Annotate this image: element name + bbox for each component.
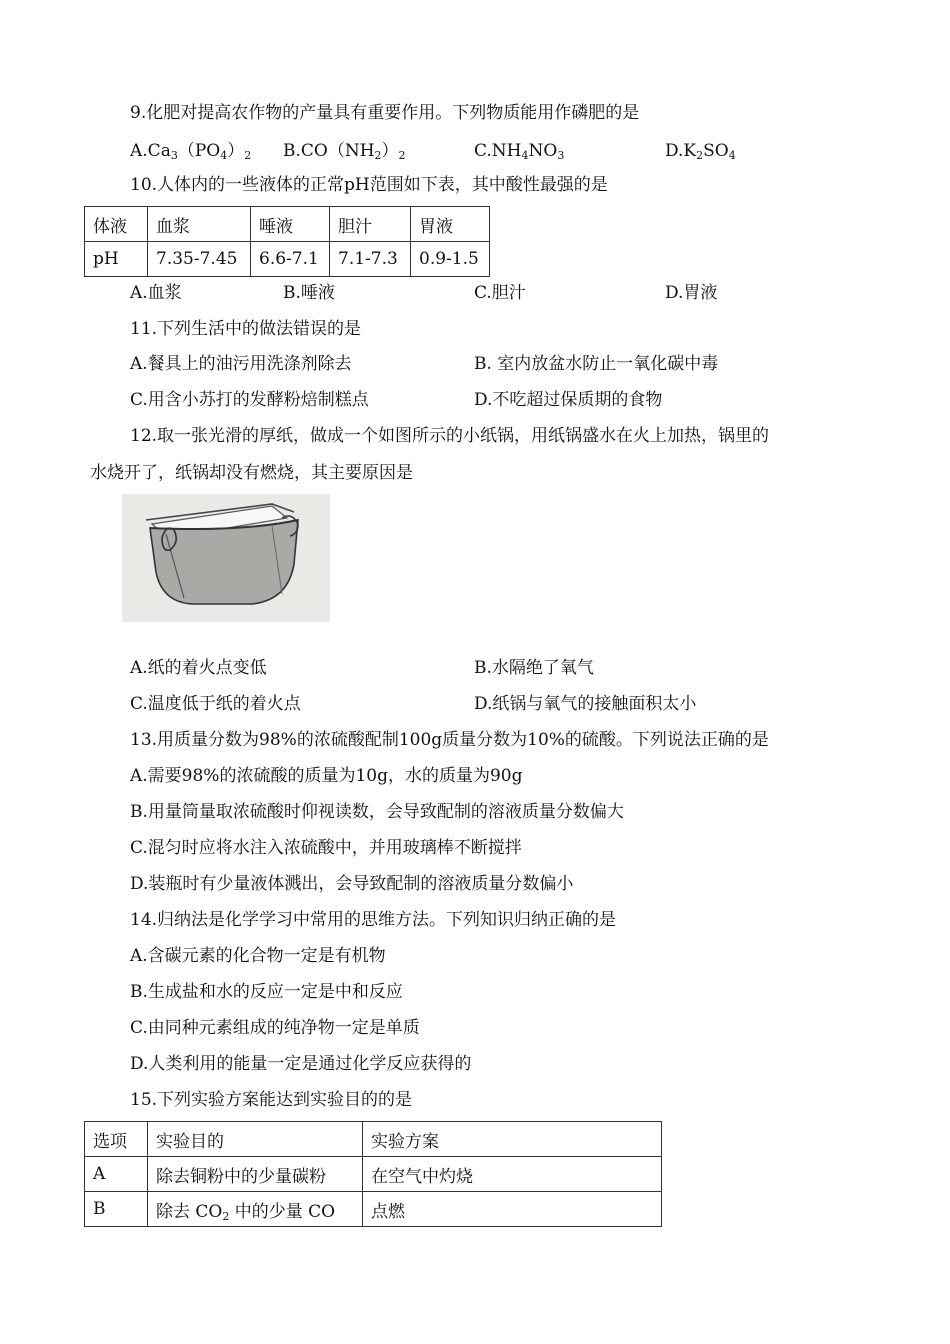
q9-option-c: $C.NH_4NO_3$: [474, 141, 565, 162]
q14-option-a: A.含碳元素的化合物一定是有机物: [130, 946, 386, 966]
table-row: [85, 1157, 662, 1192]
q12-option-c: C.温度低于纸的着火点: [130, 694, 301, 714]
q10-option-d: D.胃液: [665, 283, 718, 303]
q14-option-b: B.生成盐和水的反应一定是中和反应: [130, 982, 403, 1002]
table-cell: 7.1-7.3: [330, 242, 411, 277]
q12-option-d: D.纸锅与氧气的接触面积太小: [474, 694, 697, 714]
table-cell: A: [85, 1157, 148, 1192]
ph-table: [84, 206, 490, 277]
table-cell: 6.6-7.1: [251, 242, 330, 277]
q13-option-a: A.需要98%的浓硫酸的质量为10g，水的质量为90g: [130, 766, 523, 786]
q13-option-d: D.装瓶时有少量液体溅出，会导致配制的溶液质量分数偏小: [130, 874, 574, 894]
table-cell: 唾液: [251, 207, 330, 242]
table-row: [85, 242, 490, 277]
q10-option-a: A.血浆: [130, 283, 182, 303]
table-cell: 选项: [85, 1122, 148, 1157]
table-cell: B: [85, 1192, 148, 1227]
q9-option-b: $B.CO(NH_2)_2$: [283, 141, 406, 162]
q9-option-d: $D.K_2SO_4$: [665, 141, 736, 162]
q10-option-c: C.胆汁: [474, 283, 526, 303]
q12-stem-line2: 水烧开了，纸锅却没有燃烧，其主要原因是: [90, 463, 413, 483]
q10-option-b: B.唾液: [283, 283, 335, 303]
q9-stem: 9.化肥对提高农作物的产量具有重要作用。下列物质能用作磷肥的是: [130, 103, 640, 123]
q12-stem-line1: 12.取一张光滑的厚纸，做成一个如图所示的小纸锅，用纸锅盛水在火上加热，锅里的: [130, 426, 770, 446]
table-cell: 除去铜粉中的少量碳粉: [148, 1157, 363, 1192]
q11-option-a: A.餐具上的油污用洗涤剂除去: [130, 354, 352, 374]
q13-option-b: B.用量筒量取浓硫酸时仰视读数，会导致配制的溶液质量分数偏大: [130, 802, 624, 822]
table-cell: 实验目的: [148, 1122, 363, 1157]
q11-option-c: C.用含小苏打的发酵粉焙制糕点: [130, 390, 369, 410]
table-cell: 在空气中灼烧: [363, 1157, 662, 1192]
table-row: [85, 1192, 662, 1227]
q14-option-c: C.由同种元素组成的纯净物一定是单质: [130, 1018, 420, 1038]
paper-pot-figure: [122, 494, 330, 622]
q9-option-a: $A.Ca_3(PO_4)_2$: [130, 141, 252, 162]
table-cell: 实验方案: [363, 1122, 662, 1157]
experiment-table: [84, 1121, 662, 1227]
q10-stem: 10.人体内的一些液体的正常pH范围如下表，其中酸性最强的是: [130, 175, 608, 195]
q13-option-c: C.混匀时应将水注入浓硫酸中，并用玻璃棒不断搅拌: [130, 838, 522, 858]
table-cell: 除去 $CO_2$ 中的少量 CO: [148, 1192, 363, 1227]
table-cell: pH: [85, 242, 148, 277]
q15-stem: 15.下列实验方案能达到实验目的的是: [130, 1090, 413, 1110]
table-cell: 7.35-7.45: [148, 242, 251, 277]
q12-option-a: A.纸的着火点变低: [130, 658, 267, 678]
table-cell: 胆汁: [330, 207, 411, 242]
q13-stem: 13.用质量分数为98%的浓硫酸配制100g质量分数为10%的硫酸。下列说法正确的是: [130, 730, 769, 750]
q11-stem: 11.下列生活中的做法错误的是: [130, 319, 362, 339]
q14-option-d: D.人类利用的能量一定是通过化学反应获得的: [130, 1054, 472, 1074]
q12-option-b: B.水隔绝了氧气: [474, 658, 594, 678]
table-row: [85, 207, 490, 242]
q11-option-d: D.不吃超过保质期的食物: [474, 390, 663, 410]
table-cell: 0.9-1.5: [411, 242, 490, 277]
q14-stem: 14.归纳法是化学学习中常用的思维方法。下列知识归纳正确的是: [130, 910, 617, 930]
table-cell: 胃液: [411, 207, 490, 242]
table-cell: 血浆: [148, 207, 251, 242]
q11-option-b: B. 室内放盆水防止一氧化碳中毒: [474, 354, 719, 374]
table-row: [85, 1122, 662, 1157]
table-cell: 点燃: [363, 1192, 662, 1227]
table-cell: 体液: [85, 207, 148, 242]
